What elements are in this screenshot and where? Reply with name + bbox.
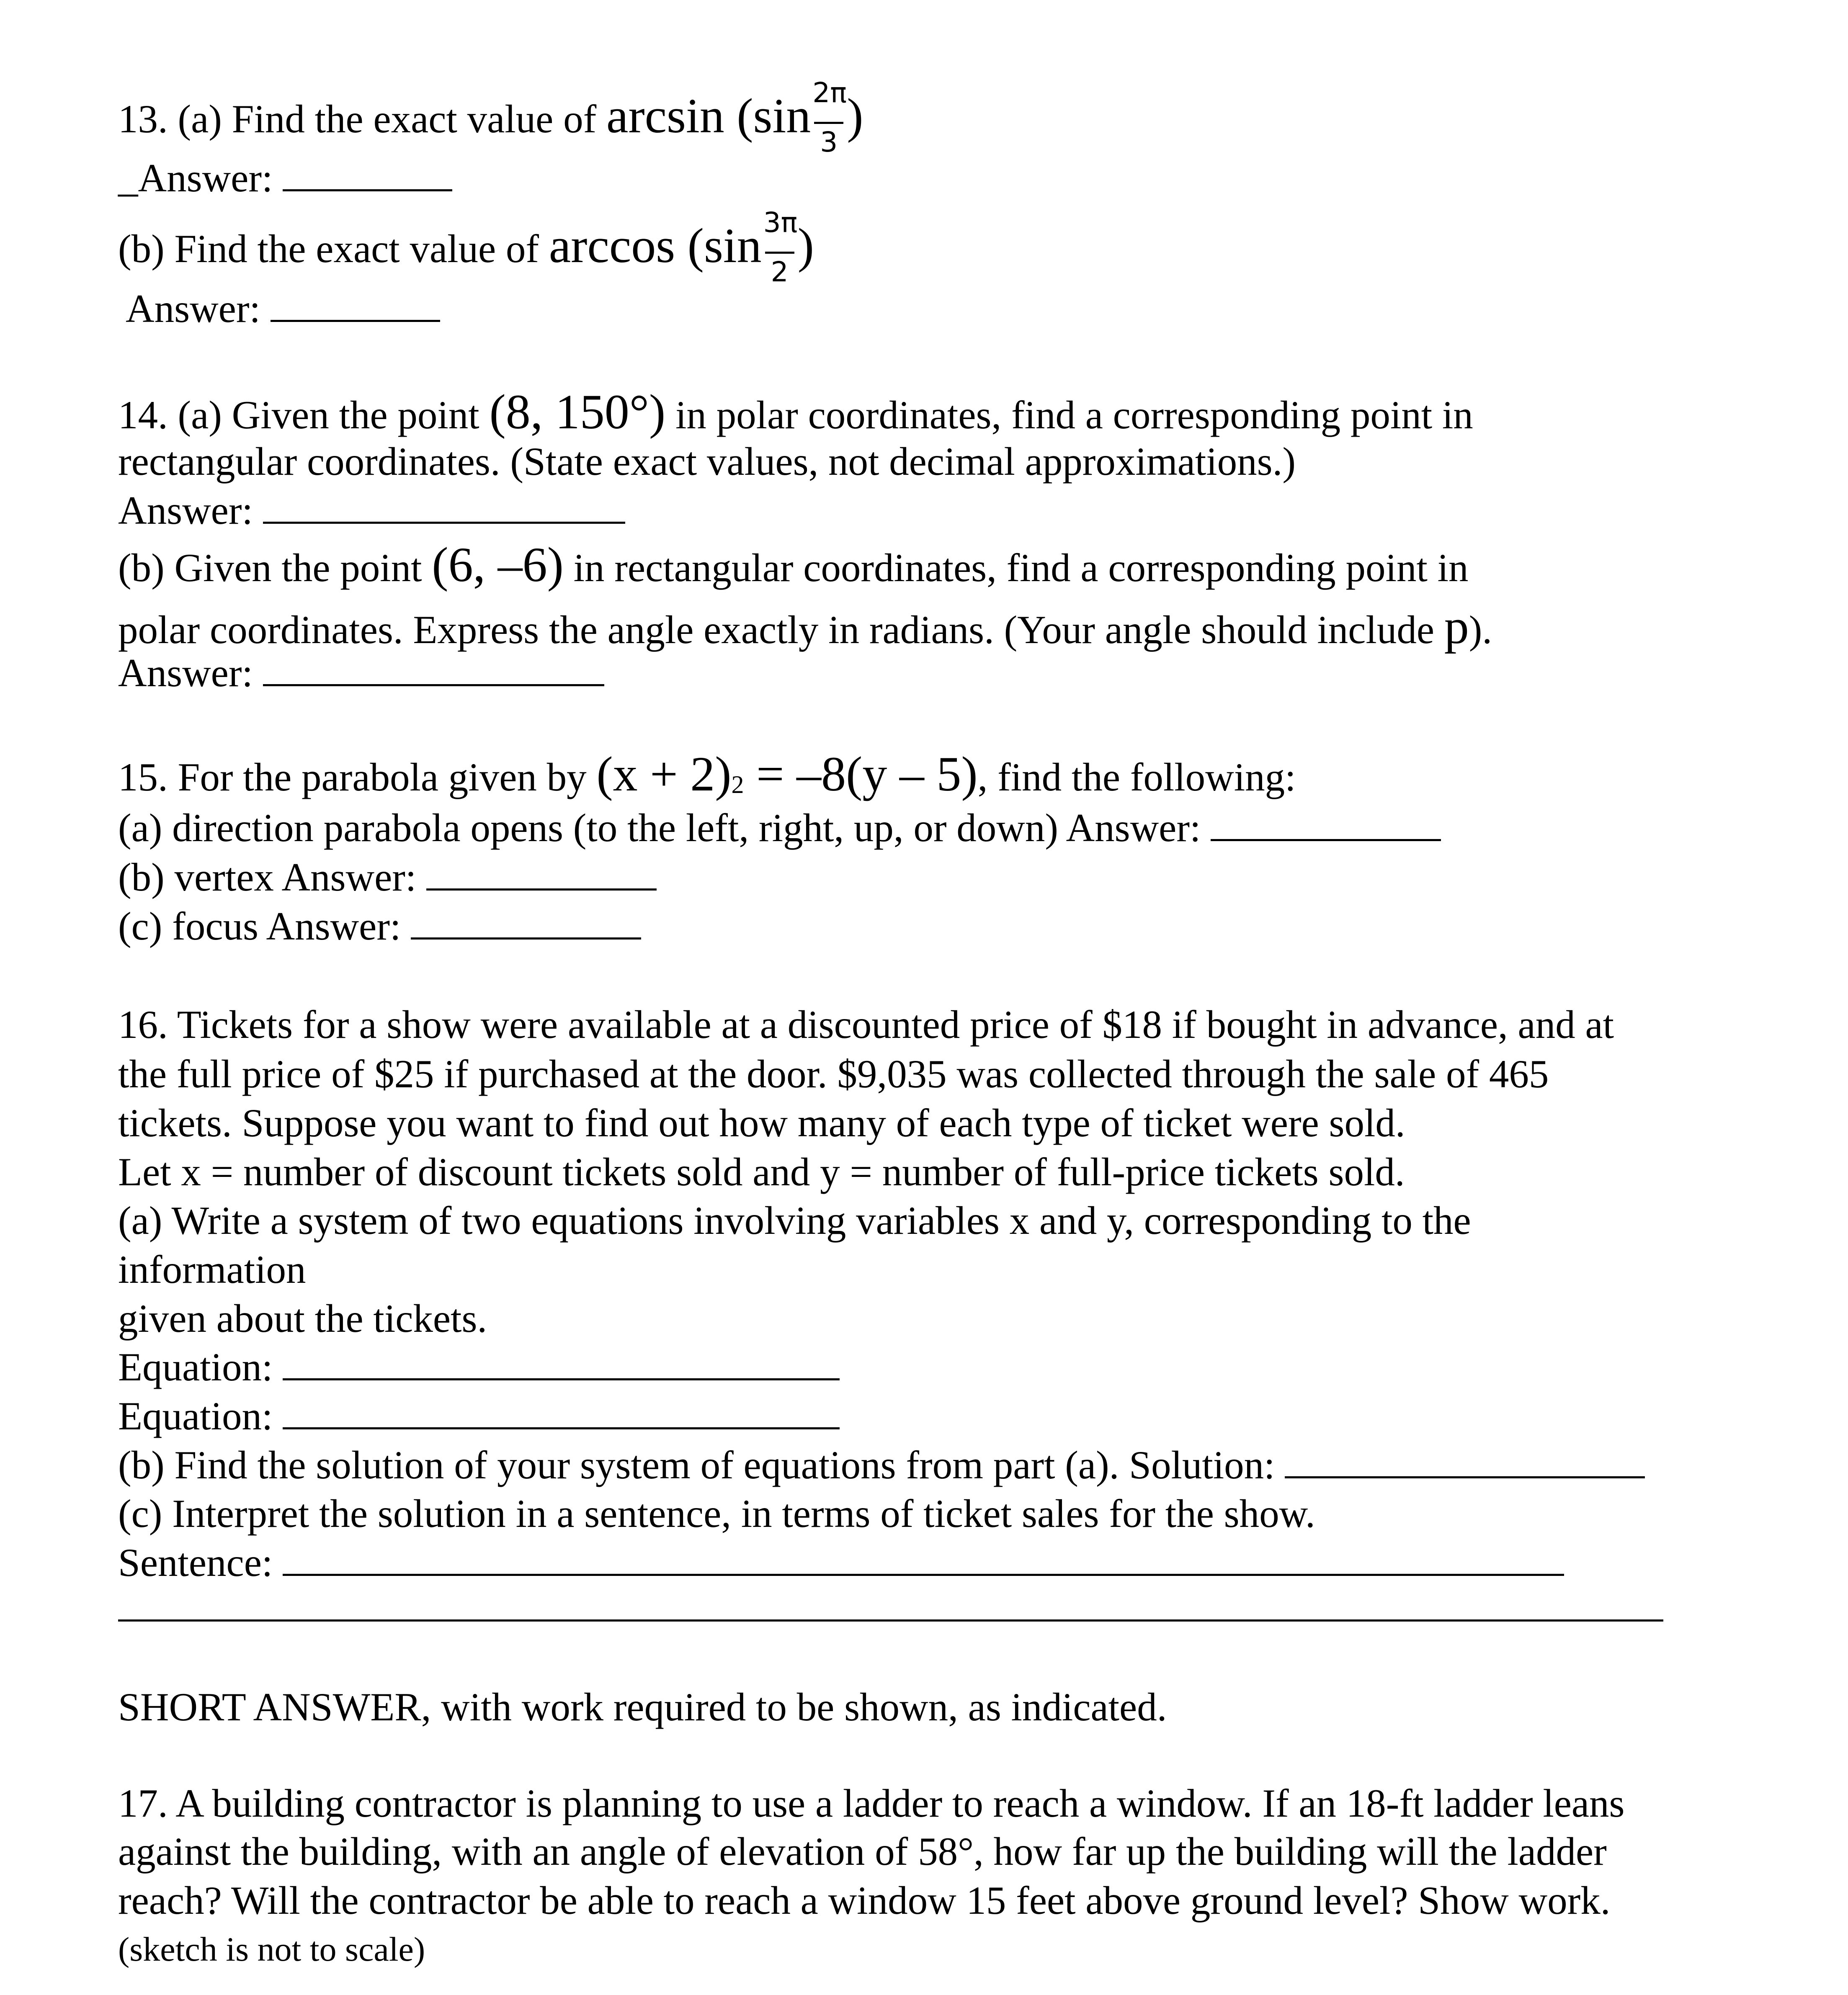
q14a-answer-label: Answer: <box>118 488 263 533</box>
q16b-label: (b) Find the solution of your system of equations from part (a). Solution: <box>118 1443 1285 1487</box>
q14a-point: (8, 150°) <box>489 384 666 439</box>
q15-intro-text: 15. For the parabola given by <box>118 755 597 799</box>
q17-line3: reach? Will the contractor be able to reach a window 15 feet above ground level? Show work. <box>118 1878 1611 1923</box>
q16-line5: (a) Write a system of two equations involving variables x and y, corresponding to the <box>118 1198 1471 1243</box>
q13b-answer-label: Answer: <box>126 286 271 331</box>
q14b-line2-end: ). <box>1469 608 1492 652</box>
q14b-point: (6, –6) <box>432 537 564 592</box>
q16-sentence-continuation-blank[interactable] <box>118 1619 1663 1622</box>
q14b-text-start: (b) Given the point <box>118 546 432 590</box>
q16-line6: information <box>118 1247 306 1292</box>
q13b-fraction <box>763 206 798 288</box>
q15a-answer-blank[interactable] <box>1211 832 1441 841</box>
q15b-answer-blank[interactable] <box>426 882 657 891</box>
q14a-text-end: in polar coordinates, find a corresponding point in <box>665 393 1473 437</box>
q13a-text: 13. (a) Find the exact value of <box>118 97 606 141</box>
q15-part-c <box>118 906 641 946</box>
q16-equation1 <box>118 1347 840 1387</box>
q16b-solution-blank[interactable] <box>1285 1470 1645 1478</box>
q15-part-b <box>118 857 657 897</box>
q16-line4: Let x = number of discount tickets sold and y = number of full-price tickets sold. <box>118 1150 1405 1194</box>
q14b-answer-label: Answer: <box>118 651 263 695</box>
q16-equation2-blank[interactable] <box>283 1421 840 1429</box>
q14b-answer-line <box>118 653 604 693</box>
q17-line2: against the building, with an angle of elevation of 58°, how far up the building will the ladder <box>118 1829 1607 1874</box>
q14b-line2-text: polar coordinates. Express the angle exactly in radians. (Your angle should include <box>118 608 1444 652</box>
q15c-answer-blank[interactable] <box>411 931 641 940</box>
q13a-sin: (sin <box>724 88 811 143</box>
q15c-label: (c) focus Answer: <box>118 904 411 948</box>
q13b-answer-line <box>126 286 440 331</box>
q13a-answer-blank[interactable] <box>283 183 452 191</box>
q16-line7: given about the tickets. <box>118 1296 487 1341</box>
q17-line1: 17. A building contractor is planning to use a ladder to reach a window. If an 18-ft ladder leans <box>118 1781 1625 1825</box>
q16-equation2 <box>118 1396 840 1436</box>
q17-note: (sketch is not to scale) <box>118 1930 425 1968</box>
q13b-answer-blank[interactable] <box>271 313 440 322</box>
q14-part-a-line1 <box>118 384 1473 439</box>
q16-equation2-label: Equation: <box>118 1394 283 1438</box>
q13-part-b <box>118 206 814 288</box>
q13a-denominator: 3 <box>820 126 838 159</box>
q14a-answer-line <box>118 488 625 533</box>
short-answer-heading: SHORT ANSWER, with work required to be shown, as indicated. <box>118 1685 1167 1729</box>
q13b-numerator: 3π <box>763 206 798 239</box>
q15-intro <box>118 749 1296 799</box>
q13a-answer-line <box>118 158 452 198</box>
q15-equation-exponent: 2 <box>731 771 744 798</box>
q14-part-a-line2: rectangular coordinates. (State exact values, not decimal approximations.) <box>118 439 1296 484</box>
q13b-close-paren: ) <box>797 218 814 273</box>
q14b-answer-blank[interactable] <box>263 677 604 686</box>
q13b-function: arccos <box>549 218 675 273</box>
q15-part-a <box>118 808 1441 848</box>
q13a-answer-label: _Answer: <box>118 156 283 200</box>
q14b-pi-symbol: p <box>1444 599 1469 654</box>
q14a-answer-blank[interactable] <box>263 515 625 524</box>
q13b-denominator: 2 <box>771 256 789 288</box>
q14-part-b-line1 <box>118 537 1469 592</box>
q16-part-c: (c) Interpret the solution in a sentence, in terms of ticket sales for the show. <box>118 1491 1315 1536</box>
q13a-fraction <box>812 77 847 159</box>
q13a-close-paren: ) <box>847 88 863 143</box>
q14a-text-start: 14. (a) Given the point <box>118 393 490 437</box>
q15-equation-right: = –8(y – 5) <box>744 747 978 801</box>
q16-line2: the full price of $25 if purchased at the door. $9,035 was collected through the sale of 465 <box>118 1052 1549 1096</box>
q16-sentence <box>118 1540 1564 1585</box>
q16-equation1-label: Equation: <box>118 1345 283 1389</box>
q13b-sin: (sin <box>675 218 762 273</box>
q13b-text: (b) Find the exact value of <box>118 227 549 271</box>
q16-line1: 16. Tickets for a show were available at a discounted price of $18 if bought in advance, and at <box>118 1002 1614 1047</box>
q14b-text-end: in rectangular coordinates, find a corresponding point in <box>563 546 1469 590</box>
q15-equation-left: (x + 2) <box>596 747 732 801</box>
q15b-label: (b) vertex Answer: <box>118 855 427 899</box>
q16-sentence-label: Sentence: <box>118 1540 283 1585</box>
q16-line3: tickets. Suppose you want to find out how many of each type of ticket were sold. <box>118 1101 1405 1145</box>
q16-equation1-blank[interactable] <box>283 1372 840 1380</box>
q16-sentence-blank[interactable] <box>283 1567 1564 1576</box>
q16-part-b <box>118 1445 1645 1485</box>
q15-intro-end: , find the following: <box>977 755 1296 799</box>
q13-part-a <box>118 77 863 159</box>
q13a-numerator: 2π <box>812 77 847 109</box>
q15a-label: (a) direction parabola opens (to the left, right, up, or down) Answer: <box>118 806 1211 850</box>
q13a-function: arcsin <box>606 88 724 143</box>
q14-part-b-line2 <box>118 599 1492 654</box>
